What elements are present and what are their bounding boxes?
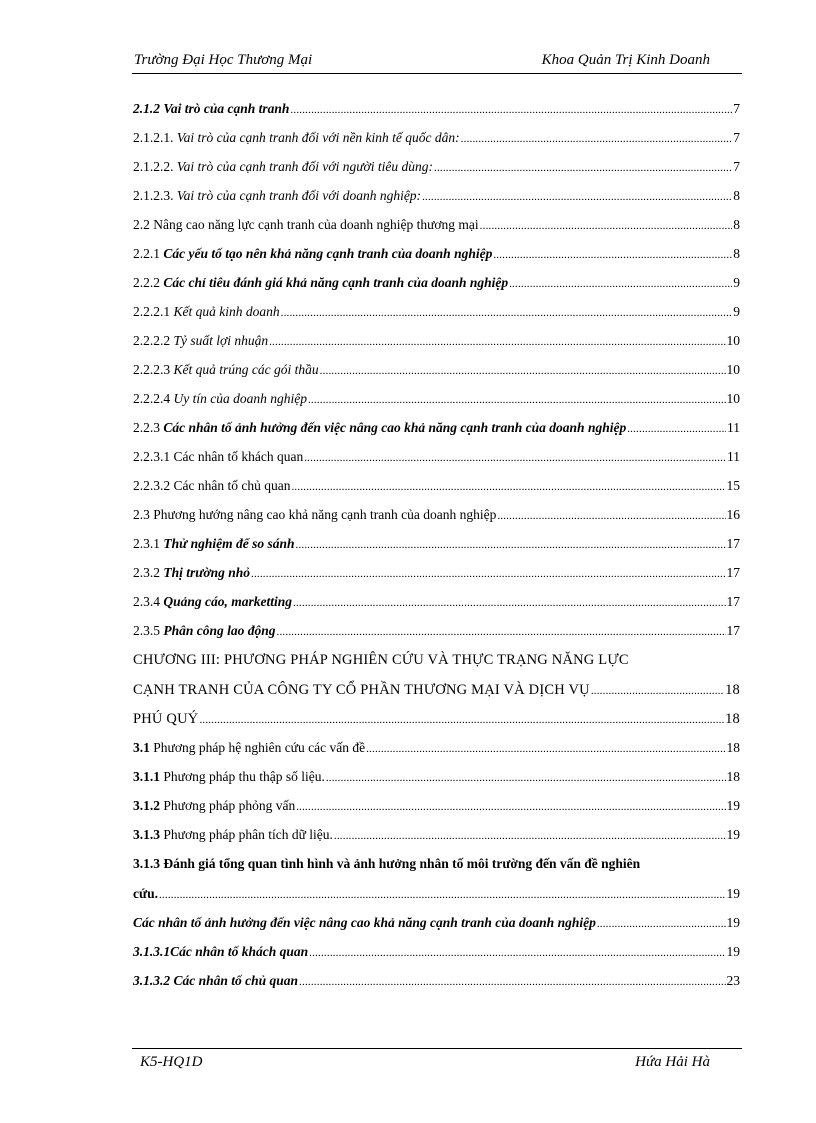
toc-entry[interactable]: 2.2.2.2 Tỷ suất lợi nhuận ..... 10: [133, 333, 740, 349]
toc-entry[interactable]: 2.2.2.3 Kết quả trúng các gói thầu ..... 10: [133, 362, 740, 378]
toc-chapter-entry[interactable]: CHƯƠNG III: PHƯƠNG PHÁP NGHIÊN CỨU VÀ THỰC TRẠNG NĂNG LỰC CẠNH TRANH CỦA CÔNG TY CỔ PHẦN THƯƠNG MẠI VÀ DỊCH VỤ ..... 18: [133, 652, 740, 698]
toc-entry[interactable]: 3.1.3 Phương pháp phân tích dữ liệu. ..... 19: [133, 827, 740, 843]
toc-entry[interactable]: 2.1.2.3. Vai trò của cạnh tranh đối với doanh nghiệp: ..... 8: [133, 188, 740, 204]
toc-entry[interactable]: 2.1.2 Vai trò của cạnh tranh ..... 7: [133, 101, 740, 117]
toc-chapter-entry[interactable]: PHÚ QUÝ ..... 18: [133, 711, 740, 727]
header-rule: [132, 73, 742, 74]
toc-page-number: 7: [733, 101, 740, 116]
toc-entry[interactable]: 2.2.2.4 Uy tín của doanh nghiệp ..... 10: [133, 391, 740, 407]
toc-entry[interactable]: 2.2.2.1 Kết quả kinh doanh ..... 9: [133, 304, 740, 320]
toc-entry[interactable]: 3.1.3.2 Các nhân tố chủ quan ..... 23: [133, 973, 740, 989]
page-header: [132, 52, 742, 72]
toc-entry[interactable]: 3.1.2 Phương pháp phỏng vấn ..... 19: [133, 798, 740, 814]
toc-entry[interactable]: 2.1.2.1. Vai trò của cạnh tranh đối với nền kinh tế quốc dân: ..... 7: [133, 130, 740, 146]
header-faculty: Khoa Quản Trị Kinh Doanh: [541, 52, 710, 68]
toc-entry[interactable]: 2.2.1 Các yếu tố tạo nên khả năng cạnh tranh của doanh nghiệp ..... 8: [133, 246, 740, 262]
toc-entry[interactable]: 2.3.1 Thử nghiệm để so sánh ..... 17: [133, 536, 740, 552]
toc-entry[interactable]: Các nhân tố ảnh hưởng đến việc nâng cao khả năng cạnh tranh của doanh nghiệp ..... 19: [133, 915, 740, 931]
toc-entry[interactable]: 2.2 Nâng cao năng lực cạnh tranh của doanh nghiệp thương mại ..... 8: [133, 217, 740, 233]
toc-entry[interactable]: 2.3.5 Phân công lao động ..... 17: [133, 623, 740, 639]
toc-entry[interactable]: 3.1.3.1Các nhân tố khách quan ..... 19: [133, 944, 740, 960]
footer-author: Hứa Hải Hà: [635, 1054, 710, 1070]
toc-entry[interactable]: 2.2.3 Các nhân tố ảnh hưởng đến việc nâng cao khả năng cạnh tranh của doanh nghiệp ..... 11: [133, 420, 740, 436]
toc-entry[interactable]: 2.2.3.2 Các nhân tố chủ quan ..... 15: [133, 478, 740, 494]
toc-entry[interactable]: 2.3 Phương hướng nâng cao khả năng cạnh tranh của doanh nghiệp ..... 16: [133, 507, 740, 523]
header-school: Trường Đại Học Thương Mại: [134, 52, 313, 68]
toc-entry[interactable]: 3.1.1 Phương pháp thu thập số liệu. ..... 18: [133, 769, 740, 785]
toc-entry[interactable]: 2.3.4 Quảng cáo, marketting ..... 17: [133, 594, 740, 610]
toc-entry[interactable]: 3.1.3 Đánh giá tổng quan tình hình và ảnh hưởng nhân tố môi trường đến vấn đề nghiên cứu. ..... 19: [133, 856, 740, 902]
table-of-contents: [133, 101, 740, 1002]
toc-entry[interactable]: 2.2.3.1 Các nhân tố khách quan ..... 11: [133, 449, 740, 465]
footer-rule: [132, 1048, 742, 1049]
toc-entry[interactable]: 2.1.2.2. Vai trò của cạnh tranh đối với người tiêu dùng: ..... 7: [133, 159, 740, 175]
footer-class: K5-HQ1D: [140, 1054, 203, 1070]
page-footer: [132, 1054, 742, 1074]
toc-entry[interactable]: 2.2.2 Các chỉ tiêu đánh giá khả năng cạnh tranh của doanh nghiệp ..... 9: [133, 275, 740, 291]
toc-entry[interactable]: 2.3.2 Thị trường nhỏ ..... 17: [133, 565, 740, 581]
toc-entry[interactable]: 3.1 Phương pháp hệ nghiên cứu các vấn đề ..... 18: [133, 740, 740, 756]
